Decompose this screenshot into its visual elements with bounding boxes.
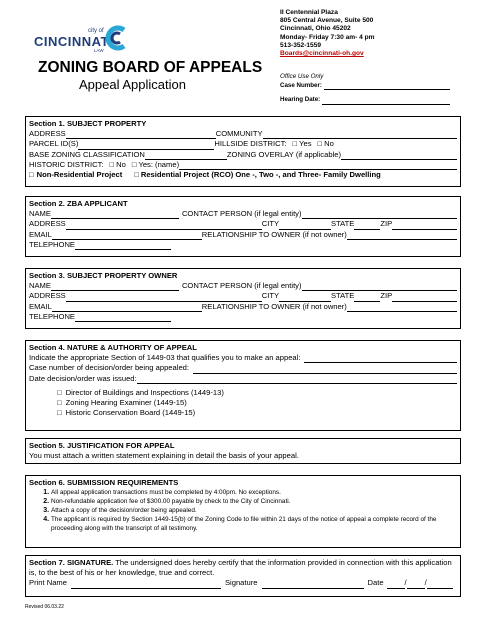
print-name-field[interactable] <box>71 580 221 589</box>
appeal-section-field[interactable] <box>304 354 457 363</box>
logo-city-text: city of <box>88 28 104 34</box>
requirements-list <box>29 488 457 533</box>
relationship-field[interactable] <box>347 303 457 312</box>
list-item: 2. Non-refundable application fee of $300.00 payable by check to the City of Cincinnati. <box>51 497 457 506</box>
state-field[interactable] <box>354 221 380 230</box>
checkbox-icon[interactable]: □ <box>29 170 34 180</box>
section-heading: Section 3. SUBJECT PROPERTY OWNER <box>29 271 178 280</box>
state-label: STATE <box>331 291 355 301</box>
city-field[interactable] <box>279 221 331 230</box>
zip-label: ZIP <box>380 291 393 301</box>
logo-wordmark: CINCINNATI <box>34 34 114 49</box>
telephone-field[interactable] <box>75 241 171 250</box>
list-item: 3. Attach a copy of the decision/order being appealed. <box>51 506 457 515</box>
case-number-field[interactable] <box>324 83 450 90</box>
section-signature: Section 7. SIGNATURE. The undersigned does hereby certify that the information provided in connection with this application is, to the best of his or her knowledge, true and correct. Print Name Signature Date / / <box>25 555 461 597</box>
contact-label: CONTACT PERSON (if legal entity) <box>181 209 302 219</box>
state-field[interactable] <box>354 293 380 302</box>
address-label: ADDRESS <box>29 291 66 301</box>
checkbox-icon[interactable]: □ <box>292 139 298 149</box>
name-label: NAME <box>29 281 51 291</box>
date-day-field[interactable] <box>407 580 425 589</box>
page-subtitle: Appeal Application <box>79 77 186 92</box>
checkbox-icon[interactable]: □ <box>131 159 137 169</box>
contact-field[interactable] <box>302 210 457 219</box>
address-field[interactable] <box>66 221 262 230</box>
decision-date-label: Date decision/order was issued: <box>29 373 137 383</box>
section-justification <box>25 438 461 464</box>
office-use-block <box>280 73 450 105</box>
justification-text: You must attach a written statement explaining in detail the basis of your appeal. <box>29 451 299 461</box>
checkbox-icon[interactable]: □ <box>57 398 62 408</box>
section-heading: Section 1. SUBJECT PROPERTY <box>29 119 147 128</box>
section-heading: Section 4. NATURE & AUTHORITY OF APPEAL <box>29 343 197 352</box>
checkbox-icon[interactable]: □ <box>109 159 115 169</box>
print-name-label: Print Name <box>29 578 67 588</box>
section-heading: Section 5. JUSTIFICATION FOR APPEAL <box>29 441 175 450</box>
address-line: II Centennial Plaza <box>280 9 338 16</box>
relationship-field[interactable] <box>347 231 457 240</box>
no-label: No <box>324 139 334 149</box>
name-field[interactable] <box>51 210 179 219</box>
address-line: 513-352-1559 <box>280 41 322 49</box>
option-label: Director of Buildings and Inspections (1449-13) <box>65 387 224 397</box>
section-submission <box>25 475 461 548</box>
address-label: ADDRESS <box>29 219 66 229</box>
contact-field[interactable] <box>302 282 457 291</box>
yes-name-label: Yes: (name) <box>138 159 180 169</box>
no-label: No <box>116 159 126 169</box>
residential-label: Residential Project (RCO) One -, Two -, and Three- Family Dwelling <box>140 170 381 180</box>
zip-field[interactable] <box>392 221 457 230</box>
zip-label: ZIP <box>380 219 393 229</box>
section-property-owner <box>25 268 461 329</box>
date-month-field[interactable] <box>387 580 405 589</box>
address-field[interactable] <box>66 293 262 302</box>
overlay-field[interactable] <box>341 151 457 160</box>
community-label: COMMUNITY <box>215 129 263 139</box>
base-zoning-label: BASE ZONING CLASSIFICATION <box>29 149 145 159</box>
city-label: CITY <box>261 291 280 301</box>
name-label: NAME <box>29 209 51 219</box>
revision-date: Revised 06.03.22 <box>25 604 64 610</box>
section-nature-authority <box>25 340 461 431</box>
case-number-label: Case number of decision/order being appealed: <box>29 363 189 373</box>
section-heading: Section 6. SUBMISSION REQUIREMENTS <box>29 478 179 487</box>
telephone-field[interactable] <box>75 313 171 322</box>
email-label: EMAIL <box>29 301 52 311</box>
state-label: STATE <box>331 219 355 229</box>
hillside-label: HILLSIDE DISTRICT: <box>214 139 287 149</box>
date-label: Date <box>367 578 384 588</box>
hearing-date-field[interactable] <box>322 98 450 105</box>
decision-date-field[interactable] <box>137 375 457 384</box>
section-heading: Section 2. ZBA APPLICANT <box>29 199 128 208</box>
checkbox-icon[interactable]: □ <box>317 139 323 149</box>
logo-law-text: LAW <box>94 48 104 53</box>
email-field[interactable] <box>52 231 202 240</box>
city-label: CITY <box>261 219 280 229</box>
relationship-label: RELATIONSHIP TO OWNER (if not owner) <box>201 229 347 239</box>
email-label: EMAIL <box>29 229 52 239</box>
address-label: ADDRESS <box>29 129 66 139</box>
community-field[interactable] <box>263 130 457 139</box>
signature-label: Signature <box>224 578 258 588</box>
list-item: 1. All appeal application transactions must be completed by 4:00pm. No exceptions. <box>51 488 457 497</box>
case-number-field[interactable] <box>193 365 457 374</box>
city-field[interactable] <box>279 293 331 302</box>
address-field[interactable] <box>66 130 216 139</box>
telephone-label: TELEPHONE <box>29 239 75 249</box>
zip-field[interactable] <box>392 293 457 302</box>
office-address <box>280 9 375 58</box>
page-title: ZONING BOARD OF APPEALS <box>38 59 263 76</box>
base-zoning-field[interactable] <box>145 151 227 160</box>
section-heading: Section 7. SIGNATURE. <box>29 558 114 567</box>
address-line: Monday- Friday 7:30 am- 4 pm <box>280 33 375 41</box>
checkbox-icon[interactable]: □ <box>134 170 139 180</box>
city-logo-icon <box>102 24 130 52</box>
section-zba-applicant <box>25 196 461 257</box>
non-residential-label: Non-Residential Project <box>36 170 123 180</box>
hearing-date-label: Hearing Date: <box>280 96 321 103</box>
historic-name-field[interactable] <box>179 161 457 170</box>
checkbox-icon[interactable]: □ <box>57 387 62 397</box>
option-label: Historic Conservation Board (1449-15) <box>65 408 196 418</box>
name-field[interactable] <box>51 282 179 291</box>
contact-label: CONTACT PERSON (if legal entity) <box>181 281 302 291</box>
overlay-label: ZONING OVERLAY (if applicable) <box>226 149 341 159</box>
appeal-section-label: Indicate the appropriate Section of 1449-03 that qualifies you to make an appeal: <box>29 353 301 363</box>
certification-text: The undersigned does hereby certify that the information provided in connection with this application is, to the best of his or her knowledge, true and correct. <box>29 558 452 578</box>
parcel-field[interactable] <box>78 141 214 150</box>
parcel-label: PARCEL ID(S) <box>29 139 79 149</box>
historic-label: HISTORIC DISTRICT: <box>29 159 104 169</box>
email-field[interactable] <box>52 303 202 312</box>
list-item: 4. The applicant is required by Section 1449-15(b) of the Zoning Code to file within 21 days of the notice of appeal a complete record of the proceeding along with the transcript of all testimony. <box>51 515 457 533</box>
email-link[interactable]: Boards@cincinnati-oh.gov <box>280 50 364 58</box>
telephone-label: TELEPHONE <box>29 311 75 321</box>
yes-label: Yes <box>299 139 312 149</box>
section-subject-property <box>25 116 461 187</box>
address-line: 805 Central Avenue, Suite 500 <box>280 17 374 25</box>
option-label: Zoning Hearing Examiner (1449-15) <box>65 398 187 408</box>
address-line: Cincinnati, Ohio 45202 <box>280 25 351 33</box>
date-year-field[interactable] <box>427 580 453 589</box>
signature-field[interactable] <box>262 580 364 589</box>
relationship-label: RELATIONSHIP TO OWNER (if not owner) <box>201 301 347 311</box>
case-number-label: Case Number: <box>280 81 322 89</box>
checkbox-icon[interactable]: □ <box>57 408 62 418</box>
office-use-label: Office Use Only <box>280 73 324 80</box>
